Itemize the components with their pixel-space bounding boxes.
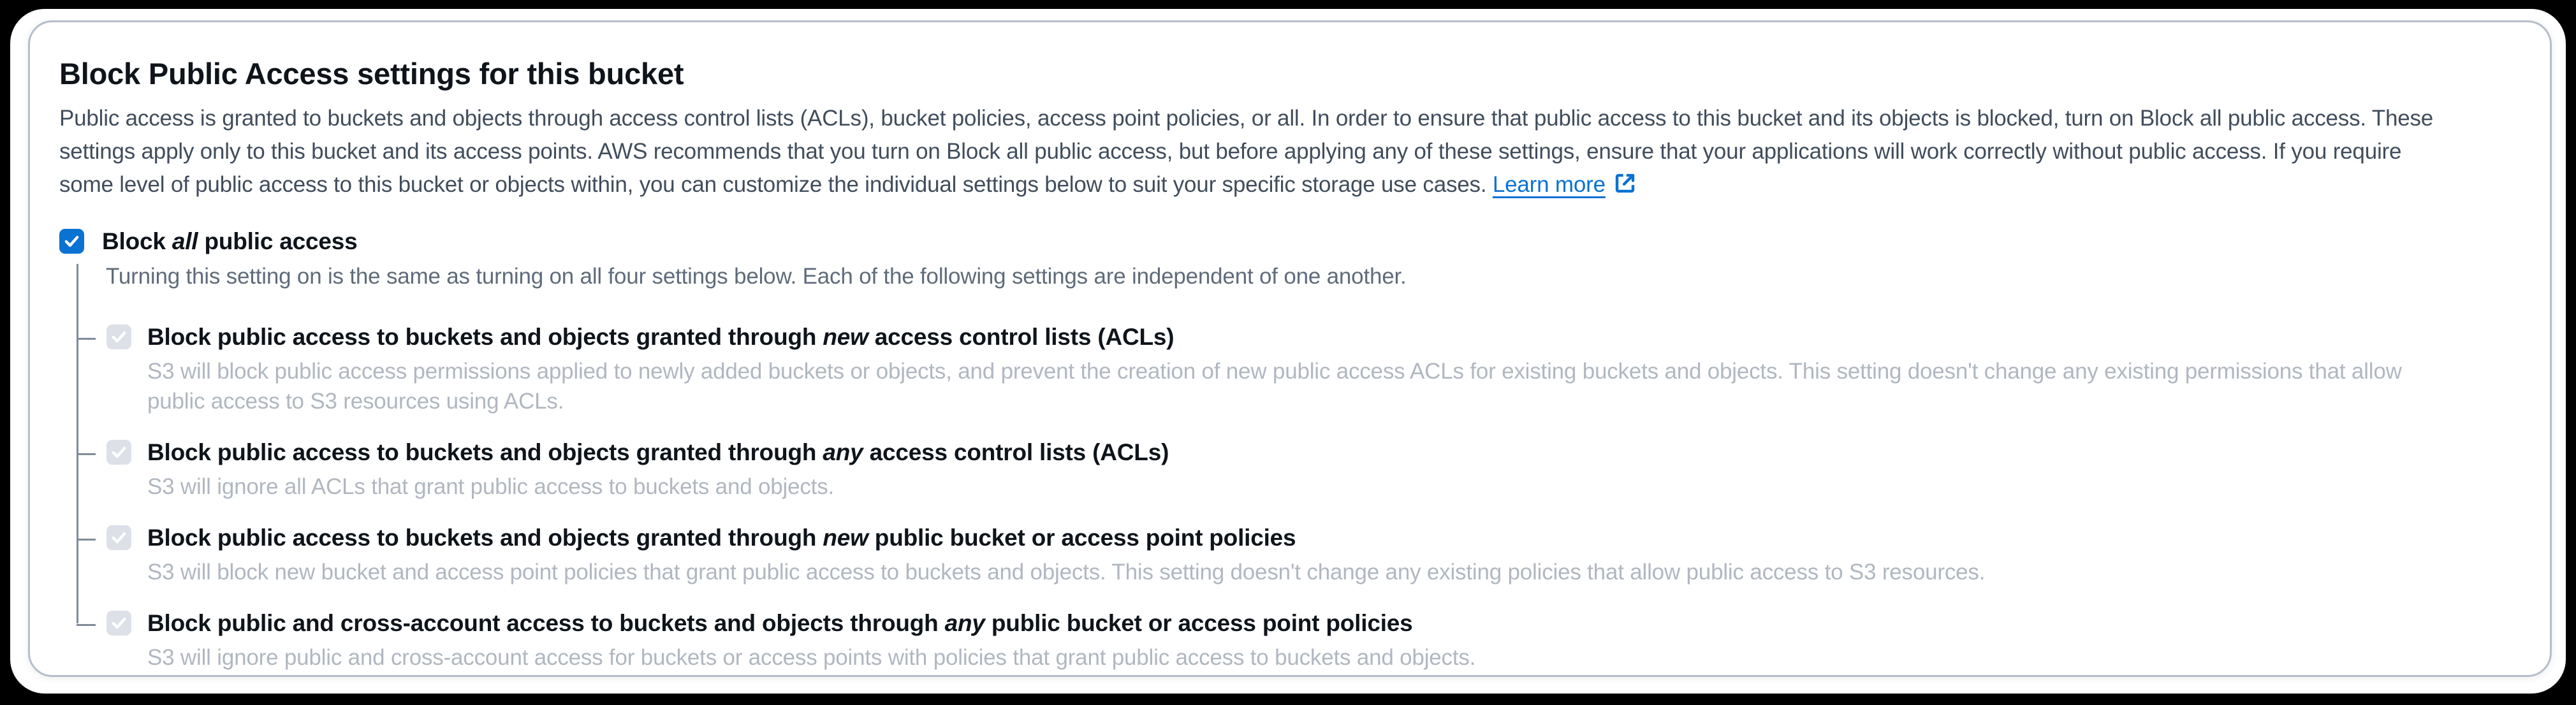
label-text: public bucket or access point policies	[984, 609, 1413, 636]
label-text: Block public access to buckets and objects granted through	[147, 439, 823, 465]
check-icon	[110, 528, 128, 547]
label-text: Block public access to buckets and objects granted through	[147, 524, 823, 551]
block-all-public-access-label[interactable]	[102, 228, 358, 255]
label-text: access control lists (ACLs)	[863, 439, 1169, 465]
sub-setting-row	[59, 502, 2454, 587]
sub-setting-row	[59, 292, 2454, 416]
check-icon	[110, 614, 128, 632]
sub-setting-description: S3 will ignore public and cross-account access for buckets or access points with policies that grant public access to buckets and objects.	[147, 644, 1476, 670]
panel-description-text: Public access is granted to buckets and objects through access control lists (ACLs), bucket policies, access point policies, or all. In order to ensure that public access to this bucket and its objects is blocked, turn on Block all public access. These settings apply only to this bucket and its access points. AWS recommends that you turn on Block all public access, but before applying any of these settings, ensure that your applications will work correctly without public access. If you require some level of public access to this bucket or objects within, you can customize the individual settings below to suit your specific storage use cases.	[59, 105, 2434, 197]
check-icon	[62, 232, 81, 251]
block-all-caption: Turning this setting on is the same as turning on all four settings below. Each of the following settings are independent of one another.	[59, 261, 2454, 292]
external-link-icon	[1613, 171, 1637, 195]
block-public-access-panel	[28, 20, 2552, 677]
sub-setting-label	[147, 523, 2454, 553]
sub-setting-description: S3 will block public access permissions applied to newly added buckets or objects, and prevent the creation of new public access ACLs for existing buckets and objects. This setting doesn't change any existing permissions that allow public access to S3 resources using ACLs.	[147, 358, 2402, 414]
sub-setting-label	[147, 323, 2454, 352]
label-text: public bucket or access point policies	[868, 524, 1296, 551]
block-all-public-access-checkbox[interactable]	[59, 229, 84, 254]
label-text: Block public access to buckets and objects granted through	[147, 323, 823, 350]
label-emphasis: new	[823, 323, 868, 350]
block-new-policies-checkbox	[106, 525, 131, 550]
sub-setting-description: S3 will ignore all ACLs that grant public access to buckets and objects.	[147, 474, 835, 499]
label-text: access control lists (ACLs)	[868, 323, 1175, 350]
panel-title: Block Public Access settings for this bucket	[59, 57, 684, 91]
block-any-policies-checkbox	[106, 611, 131, 636]
sub-setting-row	[59, 416, 2454, 502]
sub-setting-label	[147, 438, 2454, 467]
sub-setting-row	[59, 587, 2454, 672]
learn-more-label: Learn more	[1492, 171, 1606, 197]
check-icon	[110, 443, 128, 462]
check-icon	[110, 328, 128, 346]
label-emphasis: all	[172, 228, 198, 254]
block-new-acls-checkbox	[106, 324, 131, 349]
label-text: public access	[198, 228, 358, 254]
sub-setting-description: S3 will block new bucket and access point policies that grant public access to buckets and objects. This setting doesn't change any existing policies that allow public access to S3 resources.	[147, 559, 1986, 585]
panel-description	[59, 102, 2454, 201]
page-background	[10, 9, 2566, 694]
block-any-acls-checkbox	[106, 440, 131, 465]
label-text: Block	[102, 228, 172, 254]
label-emphasis: any	[823, 439, 863, 465]
sub-setting-label	[147, 609, 2454, 638]
block-all-public-access-row	[59, 228, 2454, 255]
label-emphasis: any	[944, 609, 985, 636]
label-text: Block public and cross-account access to buckets and objects through	[147, 609, 945, 636]
label-emphasis: new	[823, 524, 868, 551]
learn-more-link[interactable]	[1493, 172, 1637, 197]
